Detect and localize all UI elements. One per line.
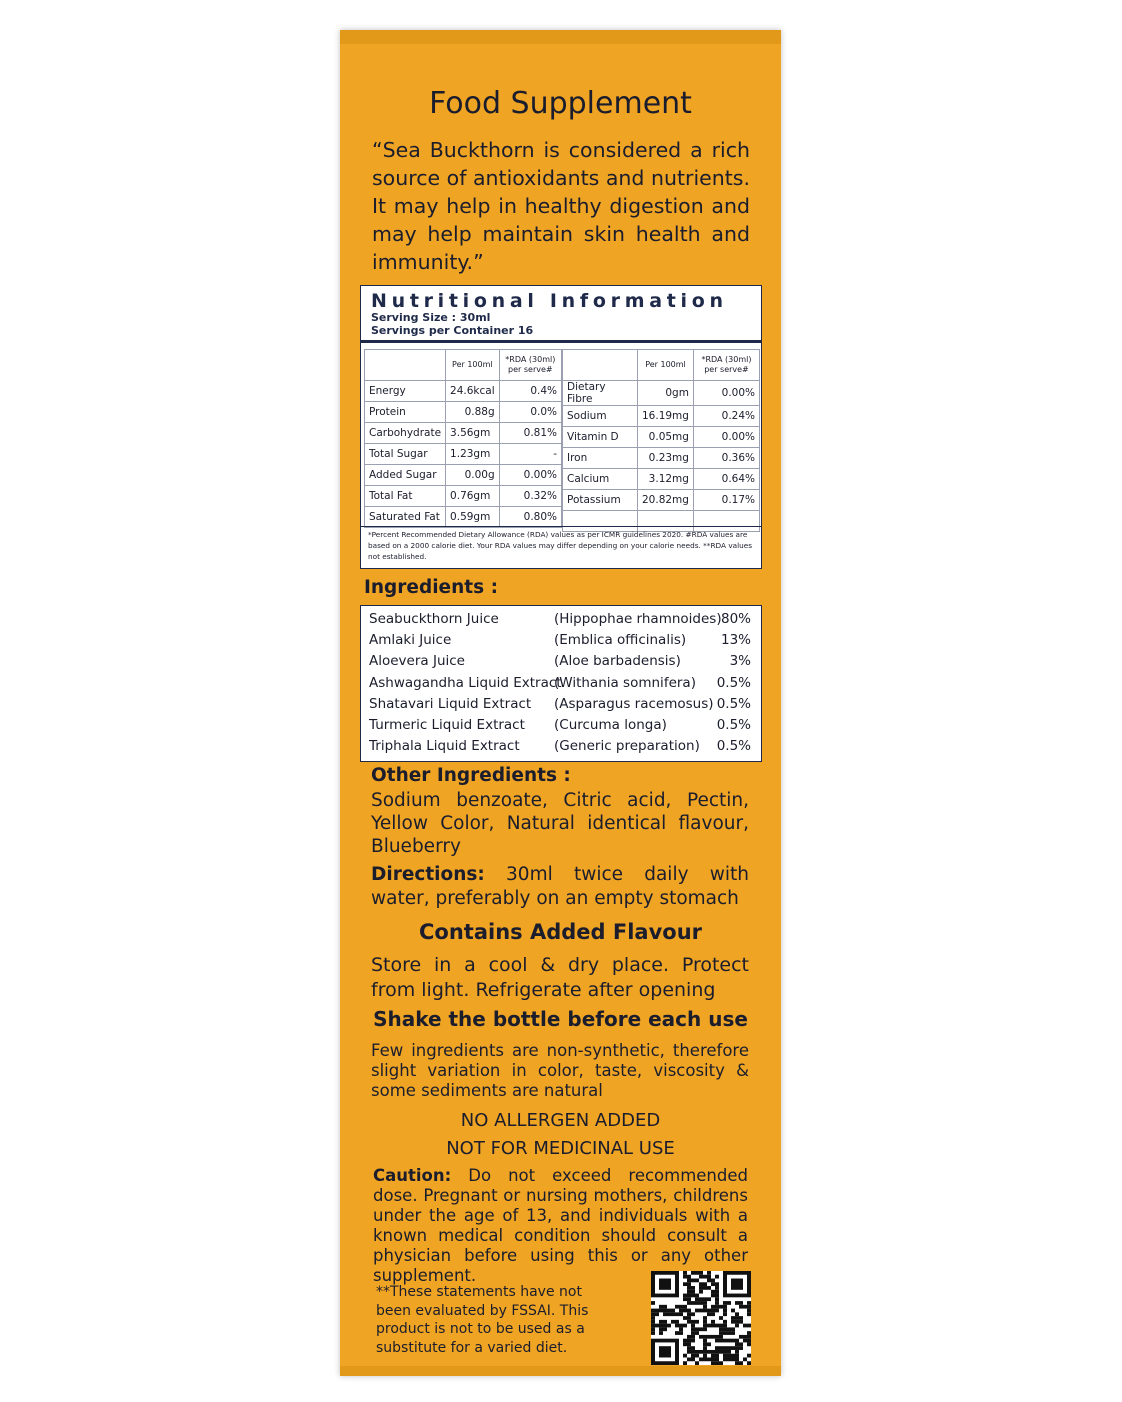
nutrient-rda: 0.17% [693,490,759,511]
nutrient-name: Added Sugar [365,465,446,486]
ingredient-latin: (Curcuma longa) [554,717,667,733]
nutrition-table-right [562,349,760,532]
table-row [365,465,562,486]
list-item [369,675,751,696]
table-row [563,381,760,406]
caution-text: Do not exceed recommended dose. Pregnant or nursing mothers, childrens under the age of 13, and individuals with a known medical condition should consult a physician before using this or any other supplement. [373,1166,748,1285]
ingredient-name: Turmeric Liquid Extract [369,717,525,733]
nutrient-per100: 3.56gm [446,423,500,444]
header-rda: *RDA (30ml) per serve# [499,350,561,381]
nutrient-rda: 0.4% [499,381,561,402]
nutrient-per100: 3.12mg [638,469,694,490]
list-item [369,632,751,653]
serving-info [371,312,533,337]
list-item [369,696,751,717]
serving-size: Serving Size : 30ml [371,311,491,324]
nutrient-rda: - [499,444,561,465]
nutrient-per100: 0.76gm [446,486,500,507]
nutrient-rda: 0.0% [499,402,561,423]
directions [371,863,749,911]
table-row [563,469,760,490]
qr-code [651,1271,751,1365]
nutrition-panel [360,285,762,569]
nutrient-rda: 0.80% [499,507,561,528]
nutrient-rda: 0.24% [693,406,759,427]
header-blank [365,350,446,381]
ingredient-percent: 0.5% [716,738,751,754]
added-flavour-notice: Contains Added Flavour [419,920,702,944]
ingredient-latin: (Hippophae rhamnoides) [554,611,722,627]
nutrient-name: Saturated Fat [365,507,446,528]
nutrient-name: Carbohydrate [365,423,446,444]
not-medicinal-notice: NOT FOR MEDICINAL USE [446,1138,675,1159]
table-row [365,423,562,444]
ingredient-latin: (Aloe barbadensis) [554,653,681,669]
table-row [365,486,562,507]
nutrient-per100: 0.05mg [638,427,694,448]
other-ingredients-text: Sodium benzoate, Citric acid, Pectin, Yellow Color, Natural identical flavour, Blueberry [371,790,749,857]
no-allergen-notice: NO ALLERGEN ADDED [460,1110,661,1131]
table-row [365,444,562,465]
nutrient-name: Energy [365,381,446,402]
table-header-row [365,350,562,381]
panel-title: Food Supplement [429,86,692,121]
nutrient-name: Vitamin D [563,427,638,448]
product-claim-quote: “Sea Buckthorn is considered a rich source of antioxidants and nutrients. It may help in healthy digestion and may help maintain skin health and immunity.” [372,138,750,274]
header-per100: Per 100ml [446,350,500,381]
nutrient-name: Iron [563,448,638,469]
table-row [563,490,760,511]
nutrient-per100: 0gm [638,381,694,406]
list-item [369,738,751,759]
nutrient-name: Total Fat [365,486,446,507]
nutrition-divider [361,340,761,343]
table-row [563,448,760,469]
caution-label: Caution: [373,1166,452,1185]
ingredient-name: Triphala Liquid Extract [369,738,520,754]
nutrient-per100: 1.23gm [446,444,500,465]
ingredient-latin: (Asparagus racemosus) [554,696,714,712]
table-row [365,381,562,402]
nutrition-title: Nutritional Information [371,290,728,312]
table-row [563,427,760,448]
nutrient-per100: 0.23mg [638,448,694,469]
nutrient-name: Protein [365,402,446,423]
nutrient-per100: 16.19mg [638,406,694,427]
nutrient-rda: 0.32% [499,486,561,507]
storage-instructions: Store in a cool & dry place. Protect from light. Refrigerate after opening [371,954,749,1001]
nutrient-per100: 0.88g [446,402,500,423]
qr-code-pattern [651,1271,751,1365]
nutrient-name: Potassium [563,490,638,511]
ingredient-percent: 3% [729,653,751,669]
ingredients-heading: Ingredients : [364,577,498,598]
rda-footnote: *Percent Recommended Dietary Allowance (RDA) values as per ICMR guidelines 2020. #RDA values are based on a 2000 calorie diet. Your RDA values may differ depending on your calorie needs. **RDA values not established. [368,530,753,561]
natural-variation-note: Few ingredients are non-synthetic, therefore slight variation in color, taste, viscosity & some sediments are natural [371,1041,749,1100]
footnote-divider [361,526,761,527]
ingredient-name: Amlaki Juice [369,632,452,648]
nutrition-table-left [364,349,562,528]
table-row [563,406,760,427]
nutrient-rda: 0.00% [693,427,759,448]
directions-text: 30ml twice daily with water, preferably on an empty stomach [371,864,749,909]
ingredient-percent: 0.5% [716,675,751,691]
ingredient-latin: (Emblica officinalis) [554,632,687,648]
list-item [369,653,751,674]
ingredient-latin: (Withania somnifera) [554,675,696,691]
nutrient-rda: 0.64% [693,469,759,490]
nutrient-rda: 0.36% [693,448,759,469]
header-per100: Per 100ml [638,350,694,381]
nutrient-per100: 20.82mg [638,490,694,511]
nutrient-rda: 0.81% [499,423,561,444]
nutrient-per100: 24.6kcal [446,381,500,402]
table-row [365,402,562,423]
ingredients-panel [360,605,762,762]
ingredient-percent: 80% [720,611,751,627]
table-row [365,507,562,528]
ingredient-percent: 0.5% [716,717,751,733]
list-item [369,611,751,632]
ingredient-name: Seabuckthorn Juice [369,611,499,627]
nutrient-name: Total Sugar [365,444,446,465]
product-box-back-panel [340,30,781,1376]
ingredient-latin: (Generic preparation) [554,738,700,754]
nutrient-rda: 0.00% [499,465,561,486]
list-item [369,717,751,738]
directions-label: Directions: [371,864,485,885]
ingredient-name: Ashwagandha Liquid Extract [369,675,562,691]
header-blank [563,350,638,381]
ingredient-percent: 13% [720,632,751,648]
nutrient-per100: 0.00g [446,465,500,486]
shake-notice: Shake the bottle before each use [373,1007,748,1031]
nutrient-name: Sodium [563,406,638,427]
nutrient-name: Calcium [563,469,638,490]
header-rda: *RDA (30ml) per serve# [693,350,759,381]
table-header-row [563,350,760,381]
caution-statement [373,1166,748,1286]
fssai-disclaimer: **These statements have not been evaluated by FSSAI. This product is not to be used as a substitute for a varied diet. [376,1284,589,1356]
ingredient-name: Shatavari Liquid Extract [369,696,532,712]
ingredient-name: Aloevera Juice [369,653,465,669]
servings-per-container: Servings per Container 16 [371,323,534,337]
nutrient-rda: 0.00% [693,381,759,406]
other-ingredients-heading: Other Ingredients : [371,765,571,786]
nutrient-per100: 0.59gm [446,507,500,528]
ingredient-percent: 0.5% [716,696,751,712]
nutrient-name: Dietary Fibre [563,381,638,406]
